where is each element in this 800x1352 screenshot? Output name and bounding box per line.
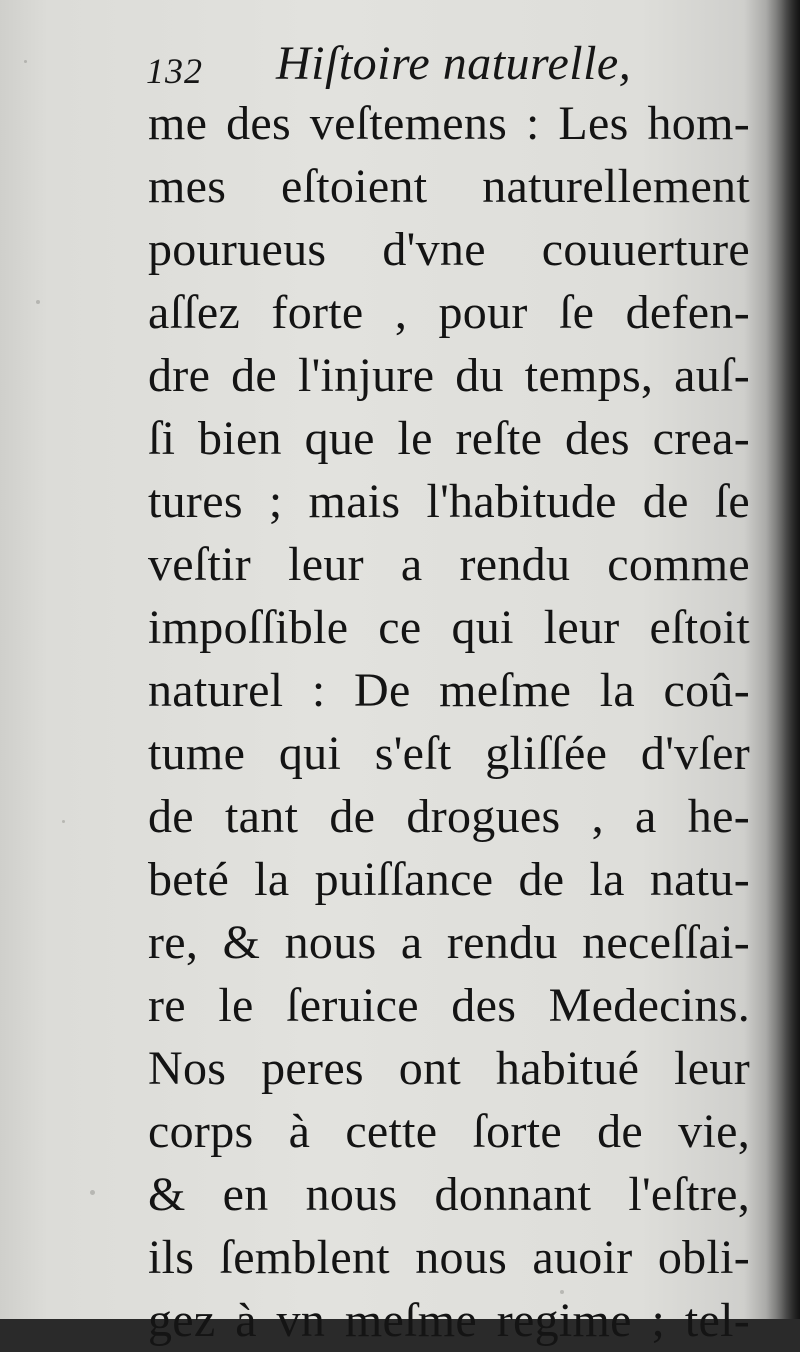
text-line: re le ſeruice des Medecins. <box>148 979 750 1032</box>
text-line: pourueus d'vne couuerture <box>148 223 750 276</box>
text-line: me des veſtemens : Les hom- <box>148 97 750 150</box>
text-line: dre de l'injure du temps, auſ- <box>148 349 750 402</box>
text-line: aſſez forte , pour ſe defen- <box>148 286 750 339</box>
text-line: & en nous donnant l'eſtre, <box>148 1168 750 1221</box>
text-line: ils ſemblent nous auoir obli- <box>148 1231 750 1284</box>
text-line: tume qui s'eſt gliſſée d'vſer <box>148 727 750 780</box>
text-line: mes eſtoient naturellement <box>148 160 750 213</box>
text-line: naturel : De meſme la coû- <box>148 664 750 717</box>
page-number: 132 <box>146 51 203 91</box>
text-line: Nos peres ont habitué leur <box>148 1042 750 1095</box>
text-line: tures ; mais l'habitude de ſe <box>148 475 750 528</box>
binding-gutter-shadow <box>766 0 800 1319</box>
text-line: de tant de drogues , a he- <box>148 790 750 843</box>
paper-speck <box>62 820 65 823</box>
paper-speck <box>90 1190 95 1195</box>
body-text <box>148 92 750 1352</box>
paper-speck <box>36 300 40 304</box>
page-header <box>146 28 666 92</box>
text-line: beté la puiſſance de la natu- <box>148 853 750 906</box>
text-line: re, & nous a rendu neceſſai- <box>148 916 750 969</box>
text-line: gez à vn meſme regime ; tel- <box>148 1294 750 1347</box>
text-line: impoſſible ce qui leur eſtoit <box>148 601 750 654</box>
running-title: Hiſtoire naturelle, <box>276 37 632 90</box>
text-line: corps à cette ſorte de vie, <box>148 1105 750 1158</box>
text-line: ſi bien que le reſte des crea- <box>148 412 750 465</box>
paper-speck <box>24 60 27 63</box>
text-line: veſtir leur a rendu comme <box>148 538 750 591</box>
